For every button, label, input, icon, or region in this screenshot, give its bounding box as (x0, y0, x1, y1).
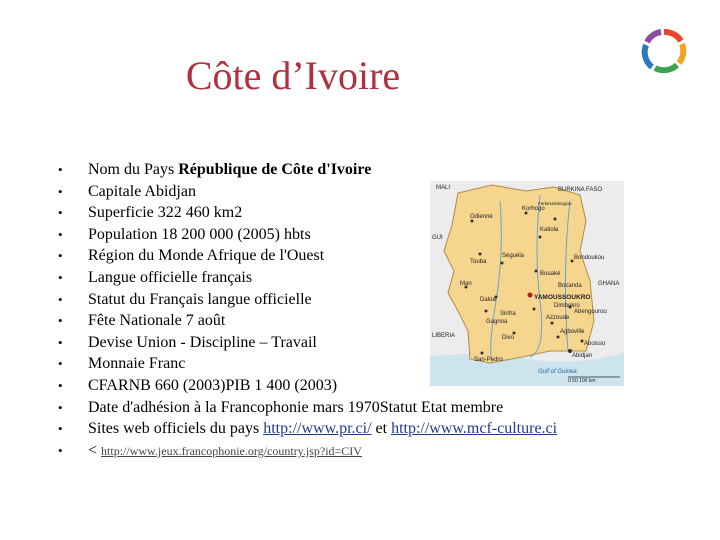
map-label-daloa: Daloa (480, 297, 496, 303)
map-label-burkina: BURKINA FASO (558, 187, 603, 193)
map-label-bouake: Bouaké (540, 271, 561, 277)
site-link-pr[interactable]: http://www.pr.ci/ (263, 420, 372, 438)
list-item: • Langue officielle français (58, 268, 253, 286)
site-link-mcf[interactable]: http://www.mcf-culture.ci (391, 420, 558, 438)
slide-title: Côte d’Ivoire (185, 53, 401, 98)
map-label-guinea: GUI (432, 235, 443, 241)
list-item: • Nom du Pays République de Côte d'Ivoire (58, 161, 372, 178)
map-label-gagnoa: Gagnoa (486, 319, 508, 325)
list-item: • Capitale Abidjan (58, 182, 196, 200)
map-label-seguela: Séguéla (502, 253, 525, 259)
map-label-sinfra: Sinfra (500, 311, 516, 317)
list-item: • Sites web officiels du pays http://www.pr.ci/ et http://www.mcf-culture.ci (58, 420, 558, 438)
map-label-korhogo: Korhogo (522, 206, 545, 212)
map-label-aboisso: Aboisso (584, 341, 606, 347)
map-label-liberia: LIBERIA (432, 333, 456, 339)
map-label-man: Man (460, 281, 472, 287)
map-label-bocanda: Bocanda (558, 283, 582, 289)
map-label-bondoukou: Bondoukou (574, 255, 605, 261)
map-label-dimbokro: Dimbokro (554, 303, 580, 309)
country-name: République de Côte d'Ivoire (178, 161, 372, 178)
map-label-abengourou: Abengourou (574, 309, 607, 315)
map-label-azzoude: Azzoude (546, 315, 570, 321)
site-link-jeux[interactable]: http://www.jeux.francophonie.org/country.jsp?id=CIV (101, 443, 362, 458)
list-item: • Monnaie Franc (58, 355, 186, 373)
list-item: • Fête Nationale 7 août (58, 312, 226, 330)
list-item: • Devise Union - Discipline – Travail (58, 333, 317, 351)
map-label-agboville: Agboville (560, 329, 585, 335)
map-label-ferk: Ferkessédougou (538, 201, 572, 206)
francophonie-logo (641, 28, 687, 74)
map-label-gulf: Gulf of Guinea (538, 369, 577, 375)
map-label-katiola: Katiola (540, 227, 559, 233)
list-item: • Population 18 200 000 (2005) hbts (58, 225, 311, 243)
country-facts-list (58, 159, 557, 461)
map-label-mali: MALI (436, 185, 451, 191)
map-label-abidjan: Abidjan (572, 353, 593, 359)
map-label-odienne: Odienné (470, 214, 493, 220)
list-item: • CFARNB 660 (2003)PIB 1 400 (2003) (58, 376, 338, 394)
list-item: • Statut du Français langue officielle (58, 290, 312, 308)
list-item: • < http://www.jeux.francophonie.org/country.jsp?id=CIV (58, 441, 362, 459)
list-item: • Superficie 322 460 km2 (58, 204, 243, 222)
map-scale-label: 0 50 100 km (568, 378, 596, 384)
map-label-touba: Touba (470, 259, 487, 265)
map-label-ghana: GHANA (598, 281, 620, 287)
map-label-capital: YAMOUSSOUKRO (534, 294, 591, 301)
list-item: • Date d'adhésion à la Francophonie mars 1970Statut Etat membre (58, 398, 504, 416)
map-label-divo: Divo (502, 335, 515, 341)
list-item: • Région du Monde Afrique de l'Ouest (58, 247, 325, 265)
map-label-sanpedro: San-Pedro (474, 357, 503, 363)
